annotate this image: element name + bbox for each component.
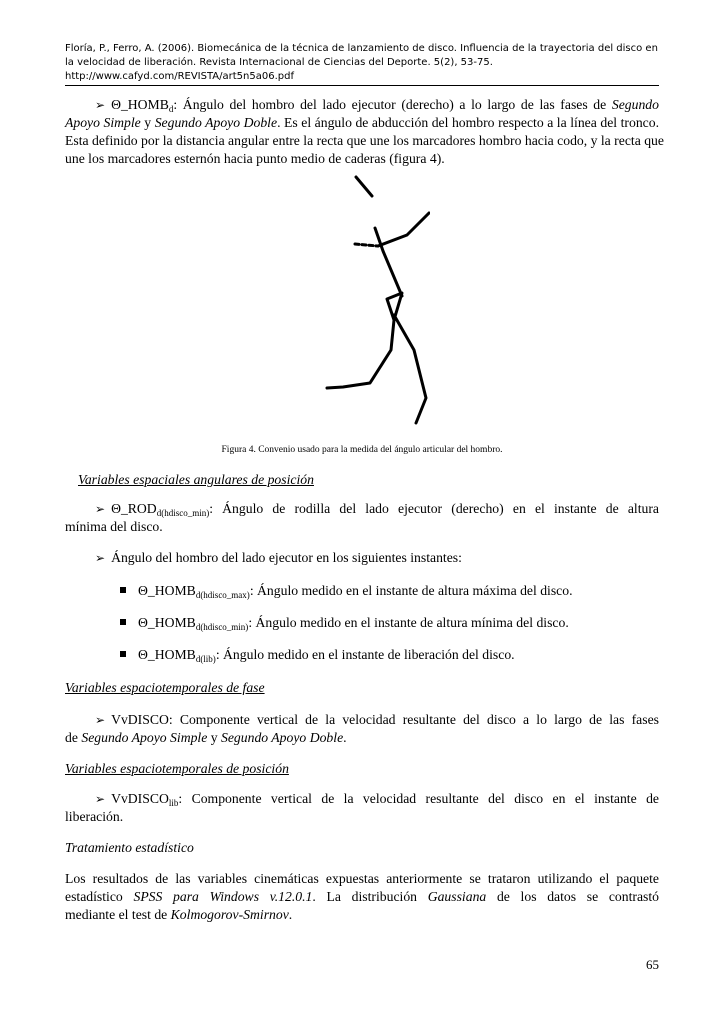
- section-heading-spatiotemporal-phase: Variables espaciotemporales de fase: [65, 680, 265, 695]
- knee-angle-line-2: mínima del disco.: [65, 519, 163, 534]
- bullet-item: $\Theta\_HOMB_{d(hdisco\_max)}$: Ángulo medido en el instante de altura máxima del disco.: [65, 582, 659, 600]
- shoulder-instants-intro: ➢ Ángulo del hombro del lado ejecutor en los siguientes instantes:: [95, 550, 462, 565]
- arrow-bullet-icon: ➢: [95, 713, 106, 727]
- shoulder-dashed-line: [355, 244, 378, 246]
- stick-figure-illustration: [300, 165, 430, 435]
- square-bullet-icon: [120, 587, 126, 593]
- square-bullet-icon: [120, 619, 126, 625]
- statistics-paragraph: Los resultados de las variables cinemáticas expuestas anteriormente se trataron utilizando el paquete estadístico SPSS para Windows v.12.0.1. La distribución Gaussiana de los datos se contrastó mediante el test de Kolmogorov-Smirnov.: [65, 871, 660, 922]
- header-url: http://www.cafyd.com/REVISTA/art5n5a06.pdf: [65, 71, 294, 82]
- arrow-bullet-icon: ➢: [95, 502, 106, 516]
- bullet-item: $\Theta\_HOMB_{d(hdisco\_min)}$: Ángulo medido en el instante de altura mínima del disco.: [65, 614, 659, 632]
- upper-arm-line: [378, 213, 429, 246]
- square-bullet-icon: [120, 651, 126, 657]
- arrow-bullet-icon: ➢: [95, 551, 106, 565]
- knee-angle-item: [65, 500, 659, 536]
- figure-caption: Figura 4. Convenio usado para la medida del ángulo articular del hombro.: [221, 445, 503, 455]
- definition-line-4: une los marcadores esternón hacia punto medio de caderas (figura 4).: [65, 151, 445, 166]
- running-header: [65, 42, 659, 84]
- section-heading-statistics: Tratamiento estadístico: [65, 840, 194, 855]
- page-number: 65: [646, 957, 659, 972]
- shoulder-angle-definition: [65, 96, 664, 168]
- header-citation-line-2: la velocidad de liberación. Revista Internacional de Ciencias del Deporte. 5(2), 53-75.: [65, 57, 493, 68]
- front-leg-line: [394, 315, 426, 423]
- arrow-bullet-icon: ➢: [95, 98, 106, 112]
- vertical-velocity-release-item: ➢ VvDISCO$_{lib}$: Componente vertical de la velocidad resultante del disco en el instante de liberación.: [65, 791, 659, 824]
- arrow-bullet-icon: ➢: [95, 792, 106, 806]
- section-heading-spatiotemporal-position: Variables espaciotemporales de posición: [65, 761, 289, 776]
- definition-line-3: Esta definido por la distancia angular entre la recta que une los marcadores hombro hacia codo, y la recta que: [65, 133, 664, 148]
- definition-line-1: ➢ $\Theta\_HOMB_d$: Ángulo del hombro del lado ejecutor (derecho) a lo largo de las fases de Segundo: [95, 97, 659, 114]
- back-leg-line: [327, 320, 394, 388]
- header-citation-line-1: Floría, P., Ferro, A. (2006). Biomecánica de la técnica de lanzamiento de disco. Influencia de la trayectoria del disco en: [65, 43, 658, 54]
- head-neck-line: [356, 177, 372, 196]
- knee-angle-line-1: ➢ $\Theta\_ROD_{d(hdisco\_min)}$: Ángulo de rodilla del lado ejecutor (derecho) en el instante de altura: [95, 501, 659, 518]
- vertical-velocity-phase-item: ➢ VvDISCO: Componente vertical de la velocidad resultante del disco a lo largo de las fases de Segundo Apoyo Simple y Segundo Apoyo Doble.: [65, 712, 659, 745]
- header-divider: [65, 85, 659, 86]
- definition-line-2: Apoyo Simple y Segundo Apoyo Doble. Es el ángulo de abducción del hombro respecto a la línea del tronco.: [65, 115, 660, 130]
- bullet-item: $\Theta\_HOMB_{d(lib)}$: Ángulo medido en el instante de liberación del disco.: [65, 646, 659, 664]
- section-heading-spatial-angular: Variables espaciales angulares de posición: [78, 472, 314, 487]
